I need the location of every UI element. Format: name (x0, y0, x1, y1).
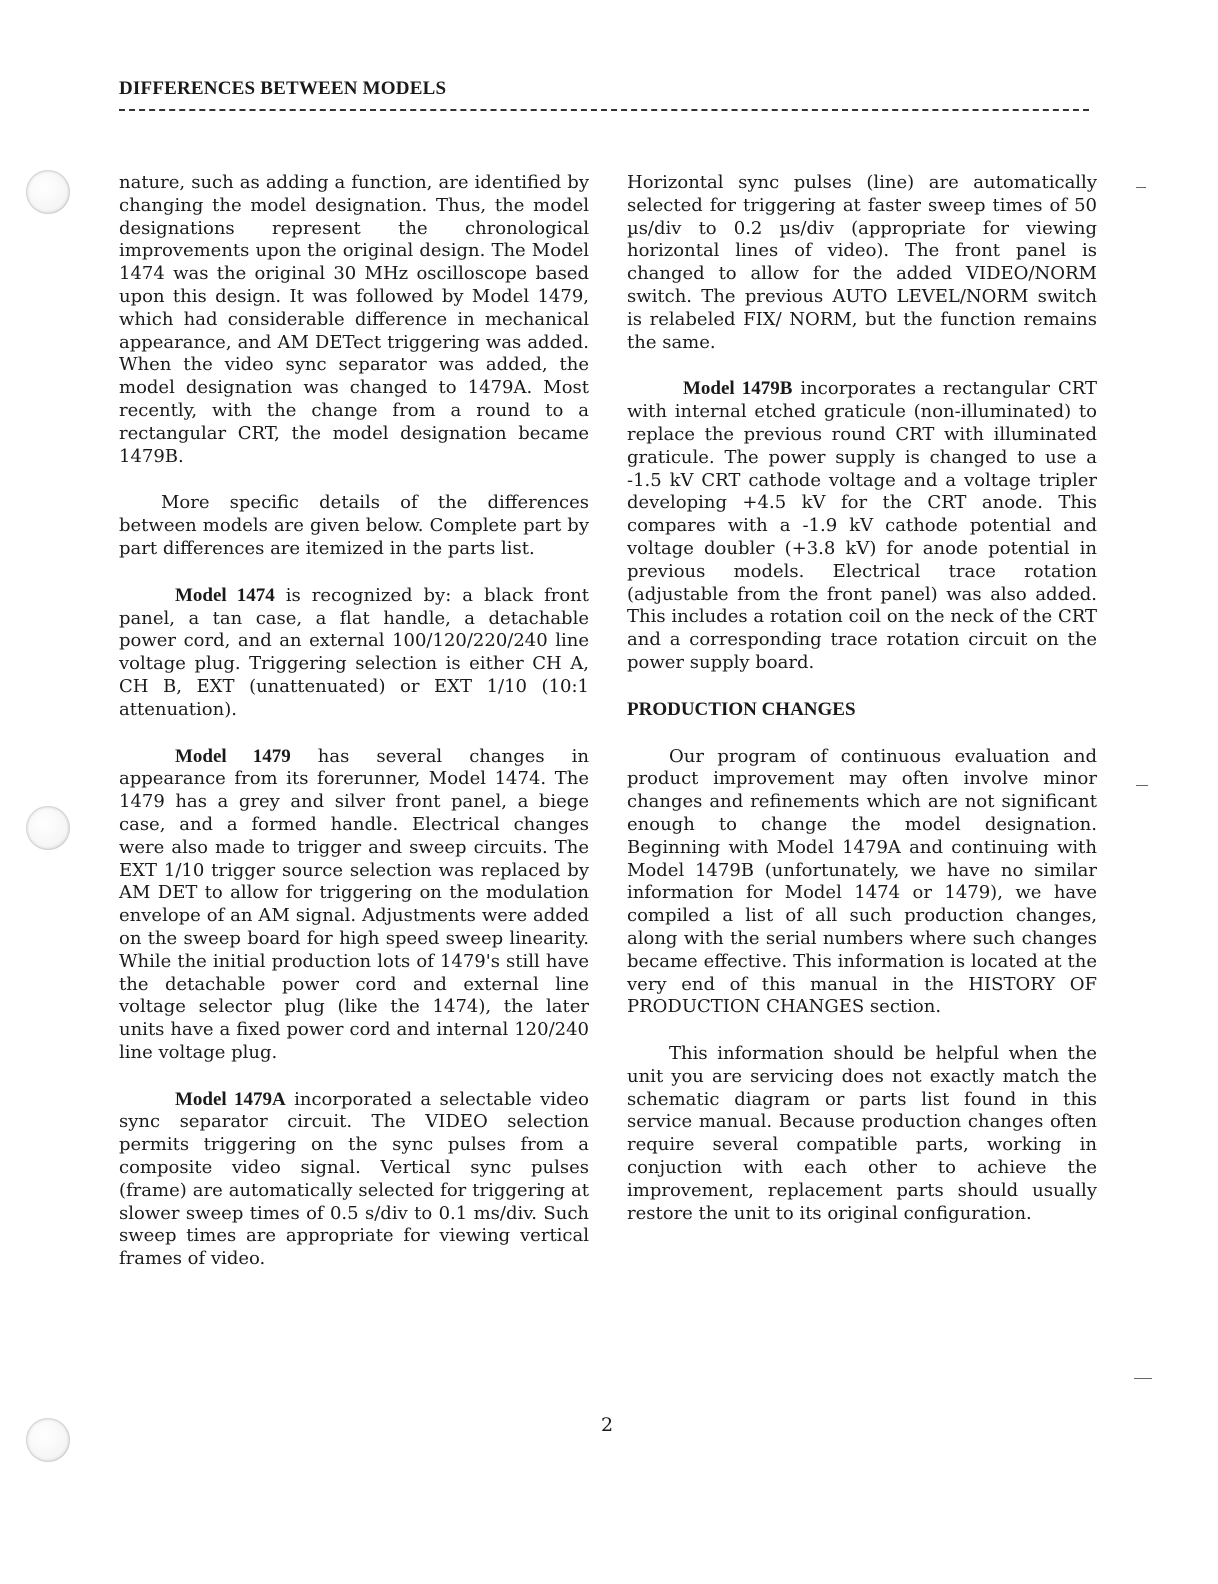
binder-hole-bottom (26, 1418, 70, 1462)
model-1479a-text: incorporated a selectable video sync separator circuit. The VIDEO selection permits triggering on the sync pulses from a composite video signal. Vertical sync pulses (frame) are automatically selected for triggering at slower sweep times of 0.5 s/div to 0.1 ms/div. Such sweep times are appropriate for viewing vertical frames of video. (119, 1088, 590, 1270)
paragraph-model-1479a (119, 1089, 589, 1271)
paragraph-model-1479 (119, 746, 589, 1065)
page-number: 2 (601, 1414, 614, 1436)
paragraph-model-1479b (627, 378, 1097, 674)
paragraph-specific-details: More specific details of the differences between models are given below. Complete part by part differences are itemized in the parts list. (119, 492, 589, 559)
model-1479-text: has several changes in appearance from its forerunner, Model 1474. The 1479 has a grey and silver front panel, a biege case, and a formed handle. Electrical changes were also made to trigger and sweep circuits. The EXT 1/10 trigger source selection was replaced by AM DET to allow for triggering on the modulation envelope of an AM signal. Adjustments were added on the sweep board for high speed sweep linearity. While the initial production lots of 1479's still have the detachable power cord and external line voltage selector plug (like the 1474), the later units have a fixed power cord and internal 120/240 line voltage plug. (119, 745, 589, 1063)
paragraph-horizontal-sync: Horizontal sync pulses (line) are automatically selected for triggering at faster sweep times of 50 µs/div to 0.2 µs/div (appropriate for viewing horizontal lines of video). The front panel is changed to allow for the added VIDEO/NORM switch. The previous AUTO LEVEL/NORM switch is relabeled FIX/ NORM, but the function remains the same. (627, 172, 1097, 353)
paragraph-model-1474 (119, 585, 589, 722)
scan-mark (1136, 187, 1146, 188)
scan-mark (1134, 1378, 1152, 1379)
section-heading-production-changes: PRODUCTION CHANGES (627, 698, 856, 720)
model-1479b-text: incorporates a rectangular CRT with internal etched graticule (non-illuminated) to replace the previous round CRT with illuminated graticule. The power supply is changed to use a -1.5 kV CRT cathode voltage and a voltage tripler developing +4.5 kV for the CRT anode. This compares with a -1.9 kV cathode potential and voltage doubler (+3.8 kV) for anode potential in previous models. Electrical trace rotation (adjustable from the front panel) was also added. This includes a rotation coil on the neck of the CRT and a corresponding trace rotation circuit on the power supply board. (627, 378, 1097, 673)
header-divider (119, 109, 1089, 111)
right-column (627, 172, 1097, 1249)
binder-hole-top (26, 170, 70, 214)
paragraph-helpful-info: This information should be helpful when the unit you are servicing does not exactly match the schematic diagram or parts list found in this service manual. Because production changes often require several compatible parts, working in conjuction with each other to achieve the improvement, replacement parts should usually restore the unit to its original configuration. (627, 1043, 1097, 1224)
model-1474-text: is recognized by: a black front panel, a tan case, a flat handle, a detachable power cord, and an external 100/120/220/240 line voltage plug. Triggering selection is either CH A, CH B, EXT (unattenuated) or EXT 1/10 (10:1 attenuation). (119, 584, 589, 720)
left-column (119, 172, 589, 1295)
paragraph-production-changes: Our program of continuous evaluation and product improvement may often involve minor changes and refinements which are not significant enough to change the model designation. Beginning with Model 1479A and continuing with Model 1479B (unfortunately, we have no similar information for Model 1474 or 1479), we have compiled a list of all such production changes, along with the serial numbers where such changes became effective. This information is located at the very end of this manual in the HISTORY OF PRODUCTION CHANGES section. (627, 745, 1097, 1018)
scan-mark (1136, 785, 1148, 786)
model-1479-label: Model 1479 (175, 745, 291, 767)
model-1479b-label: Model 1479B (683, 378, 793, 400)
paragraph-model-history: nature, such as adding a function, are identified by changing the model designation. Thus, the model designations represent the chronological improvements upon the original design. The Model 1474 was the original 30 MHz oscilloscope based upon this design. It was followed by Model 1479, which had considerable difference in mechanical appearance, and AM DETect triggering was added. When the video sync separator was added, the model designation was changed to 1479A. Most recently, with the change from a round to a rectangular CRT, the model designation became 1479B. (119, 172, 589, 467)
binder-hole-middle (26, 806, 70, 850)
page-header-title: DIFFERENCES BETWEEN MODELS (119, 78, 447, 99)
model-1474-label: Model 1474 (175, 584, 275, 606)
model-1479a-label: Model 1479A (175, 1088, 286, 1110)
